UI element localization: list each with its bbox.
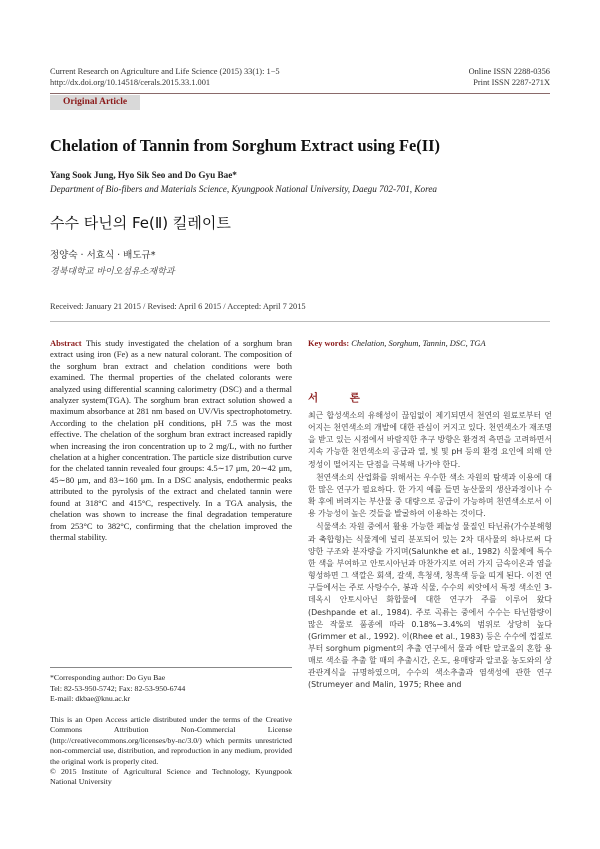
- introduction-heading: 서 론: [308, 392, 374, 404]
- keywords-label: Key words:: [308, 339, 350, 348]
- introduction-body: [308, 410, 552, 693]
- email[interactable]: E-mail: dkbae@knu.ac.kr: [50, 694, 131, 704]
- correspondence-block: [50, 673, 292, 705]
- footnote-rule: [50, 667, 292, 668]
- affiliation: Department of Bio-fibers and Materials Science, Kyungpook National University, Daegu 702-701, Korea: [50, 184, 438, 194]
- license-text: This is an Open Access article distributed under the terms of the Creative Commons Attribution Non-Commercial License (http://creativecommons.org/licenses/by-nc/3.0/) which permits unrestricted non-commercial use, distribution, and reproduction in any medium, provided the original work is properly cited.: [50, 715, 292, 766]
- abstract: [50, 338, 292, 543]
- abstract-label: Abstract: [50, 338, 82, 348]
- corresponding-author: *Corresponding author: Do Gyu Bae: [50, 673, 166, 682]
- section-rule: [50, 321, 550, 322]
- keywords: [308, 338, 550, 349]
- body-paragraph: 천연색소의 산업화를 위해서는 우수한 색소 자원의 탐색과 이용에 대한 많은 연구가 필요하다. 한 가지 예를 들면 농산물의 생산과정이나 수확 후에 버려지는 부산물 중 대량으로 공급이 가능하며 천연색소로서 이용 가능성이 높은 것들을 발굴하여 이용하는 것이다.: [308, 472, 552, 519]
- journal-citation: Current Research on Agriculture and Life Science (2015) 33(1): 1−5: [50, 67, 280, 76]
- korean-title: 수수 타닌의 Fe(Ⅱ) 킬레이트: [50, 214, 231, 232]
- korean-affiliation: 경북대학교 바이오섬유소재학과: [50, 267, 175, 277]
- copyright-text: © 2015 Institute of Agricultural Science and Technology, Kyungpook National University: [50, 767, 292, 787]
- print-issn: Print ISSN 2287-271X: [473, 78, 550, 87]
- paper-title: Chelation of Tannin from Sorghum Extract using Fe(II): [50, 136, 440, 155]
- header-rule: [50, 93, 550, 94]
- body-paragraph: 최근 합성색소의 유해성이 끊임없이 제기되면서 천연의 원료로부터 얻어지는 천연색소의 개발에 대한 관심이 커지고 있다. 천연색소가 재조명을 받고 있는 시점에서 바람직한 추구 방향은 환경적 측면을 고려하면서 지속 가능한 천연색소의 공급과 열, 빛 및 pH 등의 환경 요인에 의해 안정성이 떨어지는 단점을 극복해 나가야 한다.: [308, 411, 552, 469]
- korean-author-list: 정양숙 · 서효식 · 배도규*: [50, 250, 156, 261]
- body-paragraph: 식물색소 자원 중에서 활용 가능한 페놀성 물질인 타닌류(가수분해형과 축합형)는 식물계에 널리 분포되어 있는 2차 대사물의 하나로써 다양한 구조와 분자량을 가지며(Salunkhe et al., 1982) 식물체에 특수한 색을 부여하고 안토시아닌과 마찬가지로 여러 가지 금속이온과 염을 형성하면 그 색깔은 회색, 갈색, 흑청색, 청흑색 등을 띠게 된다. 이전 연구들에서는 주로 사탕수수, 봉과 식물, 수수의 씨앗에서 특정 색소인 3-데옥시 안토시아닌 화합물에 대한 연구가 주를 이루어 왔다(Deshpande et al., 1984). 주로 곡류는 중에서 수수는 타닌함량이 많은 작물로 품종에 따라 0.18%~3.4%의 범위로 상당히 높다(Grimmer et al., 1992). 이(Rhee et al., 1983) 등은 수수에 껍질로부터 sorghum pigment의 추출 연구에서 물과 에탄 알코올의 혼합 용매로 색소를 추출 할 때의 추출시간, 온도, 용매량과 알코올 농도와의 상관관계식을 규명하였으며, 수수의 색소추출과 염색성에 관한 연구(Strumeyer and Malin, 1975; Rhee and: [308, 522, 552, 690]
- submission-dates: Received: January 21 2015 / Revised: April 6 2015 / Accepted: April 7 2015: [50, 302, 306, 311]
- license-block: [50, 715, 292, 788]
- article-type-badge: Original Article: [50, 95, 140, 110]
- abstract-text: This study investigated the chelation of a sorghum bran extract using iron (Fe) as a new natural colorant. The composition of the sorghum bran extract and chelation conditions were both examined. The thermal properties of the chelated colorants were analyzed using differential scanning calorimetry (DSC) and a thermal analyzer system(TGA). The sorghum bran extract solution showed a maximum absorbance at 281 nm based on UV/Vis spectrophotometry. According to the chelation pH conditions, pH 7.5 was the most effective. The chelation of the sorghum bran extract increased rapidly when increasing the iron concentration up to 2 mg/L, with no further chelation at a higher concentration. The particle size distribution curve for the chelated tannin revealed four groups: 4.5∼17 μm, 20∼42 μm, 45∼80 μm, and 83∼160 μm. In a DSC analysis, endothermic peaks attributed to the pyrolysis of the extract and chelated tannin were found at 318°C and 415°C, respectively. In a TGA analysis, the chelation was shown to increase the final degradation temperature from 253°C to 382°C, confirming that the chelation improved the thermal stability.: [50, 338, 292, 542]
- author-list: Yang Sook Jung, Hyo Sik Seo and Do Gyu Bae*: [50, 170, 237, 180]
- keywords-text: Chelation, Sorghum, Tannin, DSC, TGA: [351, 339, 486, 348]
- phone-fax: Tel: 82-53-950-5742; Fax: 82-53-950-6744: [50, 683, 186, 693]
- online-issn: Online ISSN 2288-0356: [468, 67, 550, 76]
- doi-link[interactable]: http://dx.doi.org/10.14518/cerals.2015.33.1.001: [50, 78, 211, 87]
